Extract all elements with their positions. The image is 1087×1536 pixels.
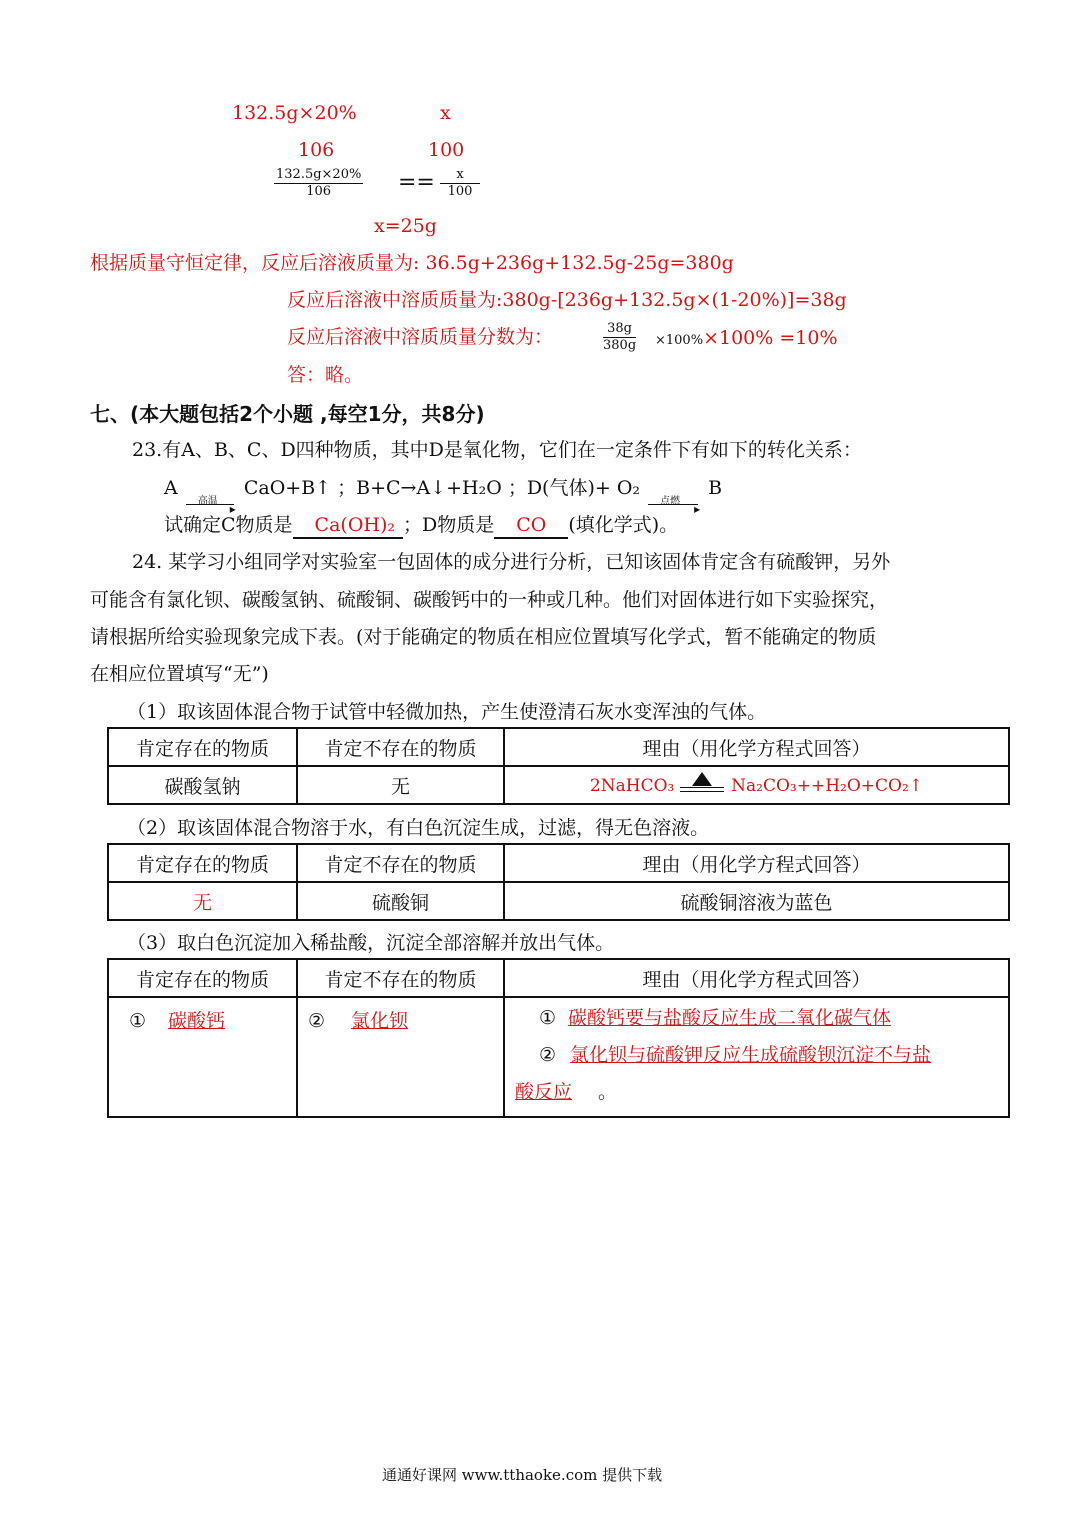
header-absent: 肯定不存在的物质 [297, 728, 504, 766]
q23-eq-part1: CaO+B↑ ；B+C→A↓+H₂O ；D(气体)+ O₂ [243, 477, 641, 499]
table-row [108, 766, 1009, 804]
table-row [108, 882, 1009, 920]
step-3-present-cell [108, 997, 297, 1117]
mass-percent-result: ×100% =10% [703, 327, 838, 349]
step-1-reason-right: Na₂CO₃++H₂O+CO₂↑ [731, 776, 924, 796]
q24-step-3: （3）取白色沉淀加入稀盐酸，沉淀全部溶解并放出气体。 [127, 932, 615, 954]
q24-para-line-2: 可能含有氯化钡、碳酸氢钠、硫酸铜、碳酸钙中的一种或几种。他们对固体进行如下实验探究， [90, 589, 889, 611]
calc-result: x=25g [374, 215, 437, 237]
calc-fraction-1-numerator: 132.5g×20% [276, 167, 362, 182]
q23-eq-a: A [164, 477, 178, 499]
header-reason: 理由（用化学方程式回答） [504, 959, 1009, 997]
header-absent: 肯定不存在的物质 [297, 959, 504, 997]
step-1-reason [504, 766, 1009, 804]
mass-line-3-suffix: ×100%×100% =10% [655, 327, 838, 349]
q23-c-blank [293, 513, 403, 539]
mass-fraction [603, 321, 636, 354]
step-3-reason-2-end: 。 [598, 1081, 618, 1103]
q23-c-prefix: 试确定C物质是 [164, 514, 293, 536]
step-3-absent-mark: ② [308, 1010, 326, 1032]
step-3-reason-1 [515, 1006, 1002, 1030]
header-reason: 理由（用化学方程式回答） [504, 844, 1009, 882]
header-present: 肯定存在的物质 [108, 728, 297, 766]
step-2-table [107, 843, 1010, 921]
calc-line1-right: x [440, 102, 451, 124]
page-footer: 通通好课网 www.tthaoke.com 提供下载 [382, 1466, 663, 1484]
calc-line2-left: 106 [298, 139, 335, 161]
calc-fraction-2-numerator: x [440, 167, 480, 184]
step-3-reason-cell [504, 997, 1009, 1117]
step-3-reason-2-text-b: 酸反应 [515, 1081, 573, 1103]
header-absent: 肯定不存在的物质 [297, 844, 504, 882]
mass-fraction-numerator: 38g [603, 321, 636, 338]
mass-line-2: 反应后溶液中溶质质量为:380g-[236g+132.5g×(1-20%)]=38g [287, 289, 847, 311]
q24-para-line-3: 请根据所给实验现象完成下表。(对于能确定的物质在相应位置填写化学式，暂不能确定的物质 [90, 626, 877, 648]
mass-line-3-prefix: 反应后溶液中溶质质量分数为： [287, 326, 554, 348]
step-3-present-mark: ① [129, 1010, 147, 1032]
calc-line2-right: 100 [428, 139, 465, 161]
step-2-absent: 硫酸铜 [297, 882, 504, 920]
header-reason: 理由（用化学方程式回答） [504, 728, 1009, 766]
step-3-present: 碳酸钙 [168, 1010, 226, 1032]
step-1-present: 碳酸氢钠 [108, 766, 297, 804]
q24-para-line-1: 24. 某学习小组同学对实验室一包固体的成分进行分析，已知该固体肯定含有硫酸钾，另外 [132, 551, 891, 573]
step-3-absent-cell [297, 997, 504, 1117]
mass-line-1: 根据质量守恒定律，反应后溶液质量为: 36.5g+236g+132.5g-25g=380g [90, 252, 734, 274]
calc-equals: == [398, 170, 435, 195]
q23-equation: A 高温 ▸ CaO+B↑ ；B+C→A↓+H₂O ；D(气体)+ O₂ 点燃 ▸ B [164, 477, 723, 516]
table-header-row [108, 728, 1009, 766]
step-1-reason-left: 2NaHCO₃ [589, 776, 675, 796]
calc-fraction-2-denominator: 100 [447, 184, 473, 199]
calc-fraction-1 [274, 167, 363, 200]
heat-equals-sign [680, 774, 726, 794]
q24-para-line-4: 在相应位置填写“无”) [90, 663, 269, 685]
step-3-reason-2-mark: ② [539, 1044, 557, 1066]
q23-eq-b: B [708, 477, 723, 499]
q23-d-answer: CO [516, 514, 547, 536]
step-3-absent: 氯化钡 [351, 1010, 409, 1032]
header-present: 肯定存在的物质 [108, 959, 297, 997]
q24-step-1: （1）取该固体混合物于试管中轻微加热，产生使澄清石灰水变浑浊的气体。 [127, 701, 767, 723]
step-1-absent: 无 [297, 766, 504, 804]
q23-c-answer: Ca(OH)₂ [314, 514, 395, 536]
step-3-reason-2-text-a: 氯化钡与硫酸钾反应生成硫酸钡沉淀不与盐 [570, 1044, 932, 1066]
table-row [108, 997, 1009, 1117]
calc-fraction-2 [440, 167, 480, 200]
q23-arrow-2-label: 点燃 [660, 496, 681, 507]
q23-d-suffix: (填化学式)。 [568, 514, 679, 536]
step-3-table [107, 958, 1010, 1118]
calc-line1-left: 132.5g×20% [232, 102, 357, 124]
calc-fraction-1-denominator: 106 [306, 184, 332, 199]
section-7-heading: 七、(本大题包括2个小题 ,每空1分，共8分) [90, 402, 485, 426]
mass-fraction-denominator: 380g [603, 338, 637, 353]
step-1-table [107, 727, 1010, 805]
table-header-row [108, 959, 1009, 997]
q23-d-blank [494, 513, 568, 539]
step-2-present: 无 [108, 882, 297, 920]
q23-arrow-1-label: 高温 [197, 496, 218, 507]
q24-step-2: （2）取该固体混合物溶于水，有白色沉淀生成，过滤，得无色溶液。 [127, 817, 710, 839]
header-present: 肯定存在的物质 [108, 844, 297, 882]
q23-d-prefix: ；D物质是 [403, 514, 495, 536]
step-3-reason-1-text: 碳酸钙要与盐酸反应生成二氧化碳气体 [568, 1007, 892, 1029]
mass-answer: 答：略。 [287, 364, 364, 386]
step-3-reason-1-mark: ① [539, 1007, 557, 1029]
step-3-reason-2 [515, 1043, 1002, 1067]
q23-intro: 23.有A、B、C、D四种物质，其中D是氧化物，它们在一定条件下有如下的转化关系： [132, 439, 862, 461]
step-2-reason: 硫酸铜溶液为蓝色 [504, 882, 1009, 920]
table-header-row [108, 844, 1009, 882]
q23-answer-line [164, 513, 678, 539]
step-3-reason-2-cont [515, 1080, 1002, 1104]
